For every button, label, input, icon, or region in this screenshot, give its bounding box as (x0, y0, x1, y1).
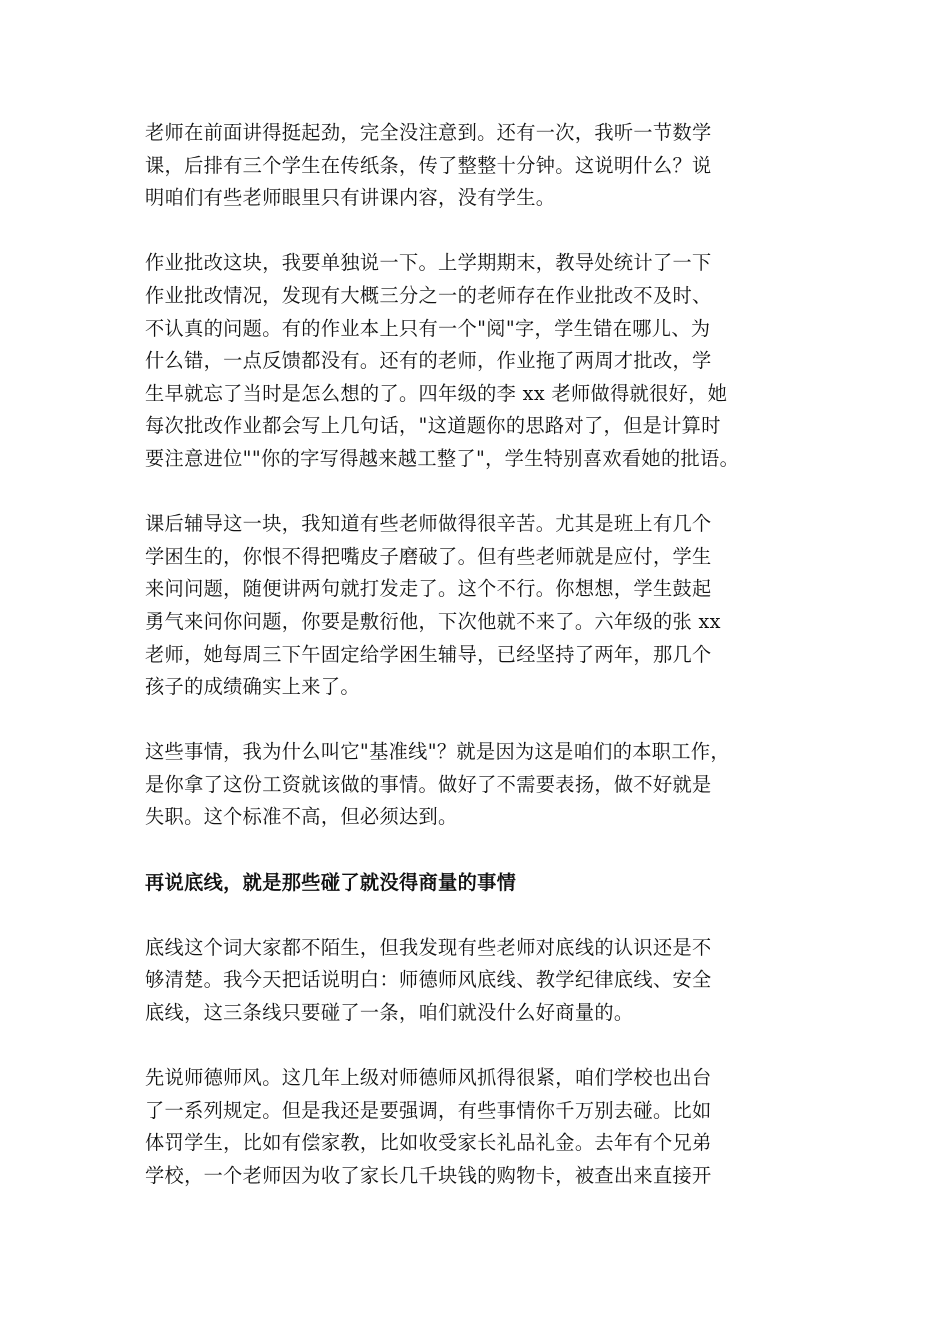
text-line: 作业批改情况，发现有大概三分之一的老师存在作业批改不及时、 (145, 283, 712, 307)
text-line: 明咱们有些老师眼里只有讲课内容，没有学生。 (145, 186, 556, 210)
paragraph-tutoring (145, 508, 805, 704)
text-line: 每次批改作业都会写上几句话，"这道题你的思路对了，但是计算时 (145, 414, 721, 438)
paragraph-gap (145, 704, 805, 737)
text-line: 老师，她每周三下午固定给学困生辅导，已经坚持了两年，那几个 (145, 642, 712, 666)
text-line: 是你拿了这份工资就该做的事情。做好了不需要表扬，做不好就是 (145, 772, 712, 796)
text-line: 底线，这三条线只要碰了一条，咱们就没什么好商量的。 (145, 1001, 634, 1025)
text-line: 老师在前面讲得挺起劲，完全没注意到。还有一次，我听一节数学 (145, 121, 712, 144)
paragraph-ethics (145, 1062, 805, 1192)
text-line: 不认真的问题。有的作业本上只有一个"阅"字，学生错在哪儿、为 (145, 316, 711, 340)
text-line: 失职。这个标准不高，但必须达到。 (145, 805, 458, 829)
text-line: 孩子的成绩确实上来了。 (145, 675, 360, 699)
text-line: 够清楚。我今天把话说明白：师德师风底线、教学纪律底线、安全 (145, 968, 712, 992)
text-line: 要注意进位""你的字写得越来越工整了"，学生特别喜欢看她的批语。 (145, 446, 740, 470)
text-line: 勇气来问你问题，你要是敷衍他，下次他就不来了。六年级的张 xx (145, 609, 721, 633)
paragraph-gap (145, 215, 805, 248)
paragraph-bottom-line (145, 932, 805, 1030)
text-line: 学校，一个老师因为收了家长几千块钱的购物卡，被查出来直接开 (145, 1164, 712, 1187)
paragraph-attention (145, 117, 805, 215)
text-line: 作业批改这块，我要单独说一下。上学期期末，教导处统计了一下 (145, 251, 712, 275)
text-line: 学困生的，你恨不得把嘴皮子磨破了。但有些老师就是应付，学生 (145, 544, 712, 568)
text-line: 底线这个词大家都不陌生，但我发现有些老师对底线的认识还是不 (145, 935, 712, 959)
paragraph-gap (145, 476, 805, 509)
text-line: 生早就忘了当时是怎么想的了。四年级的李 xx 老师做得就很好，她 (145, 381, 728, 405)
document-page (145, 117, 805, 1193)
section-heading: 再说底线，就是那些碰了就没得商量的事情 (145, 870, 517, 894)
text-line: 什么错，一点反馈都没有。还有的老师，作业拖了两周才批改，学 (145, 349, 712, 373)
text-line: 课后辅导这一块，我知道有些老师做得很辛苦。尤其是班上有几个 (145, 512, 712, 536)
text-line: 了一系列规定。但是我还是要强调，有些事情你千万别去碰。比如 (145, 1098, 712, 1122)
paragraph-homework (145, 247, 805, 475)
text-line: 体罚学生，比如有偿家教，比如收受家长礼品礼金。去年有个兄弟 (145, 1131, 712, 1155)
paragraph-gap (145, 899, 805, 932)
paragraph-gap (145, 1030, 805, 1063)
text-line: 来问问题，随便讲两句就打发走了。这个不行。你想想，学生鼓起 (145, 577, 712, 601)
text-line: 课，后排有三个学生在传纸条，传了整整十分钟。这说明什么？说 (145, 153, 712, 177)
text-line: 先说师德师风。这几年上级对师德师风抓得很紧，咱们学校也出台 (145, 1066, 712, 1090)
text-line: 这些事情，我为什么叫它"基准线"？就是因为这是咱们的本职工作， (145, 740, 730, 764)
paragraph-baseline (145, 736, 805, 834)
paragraph-gap (145, 834, 805, 867)
